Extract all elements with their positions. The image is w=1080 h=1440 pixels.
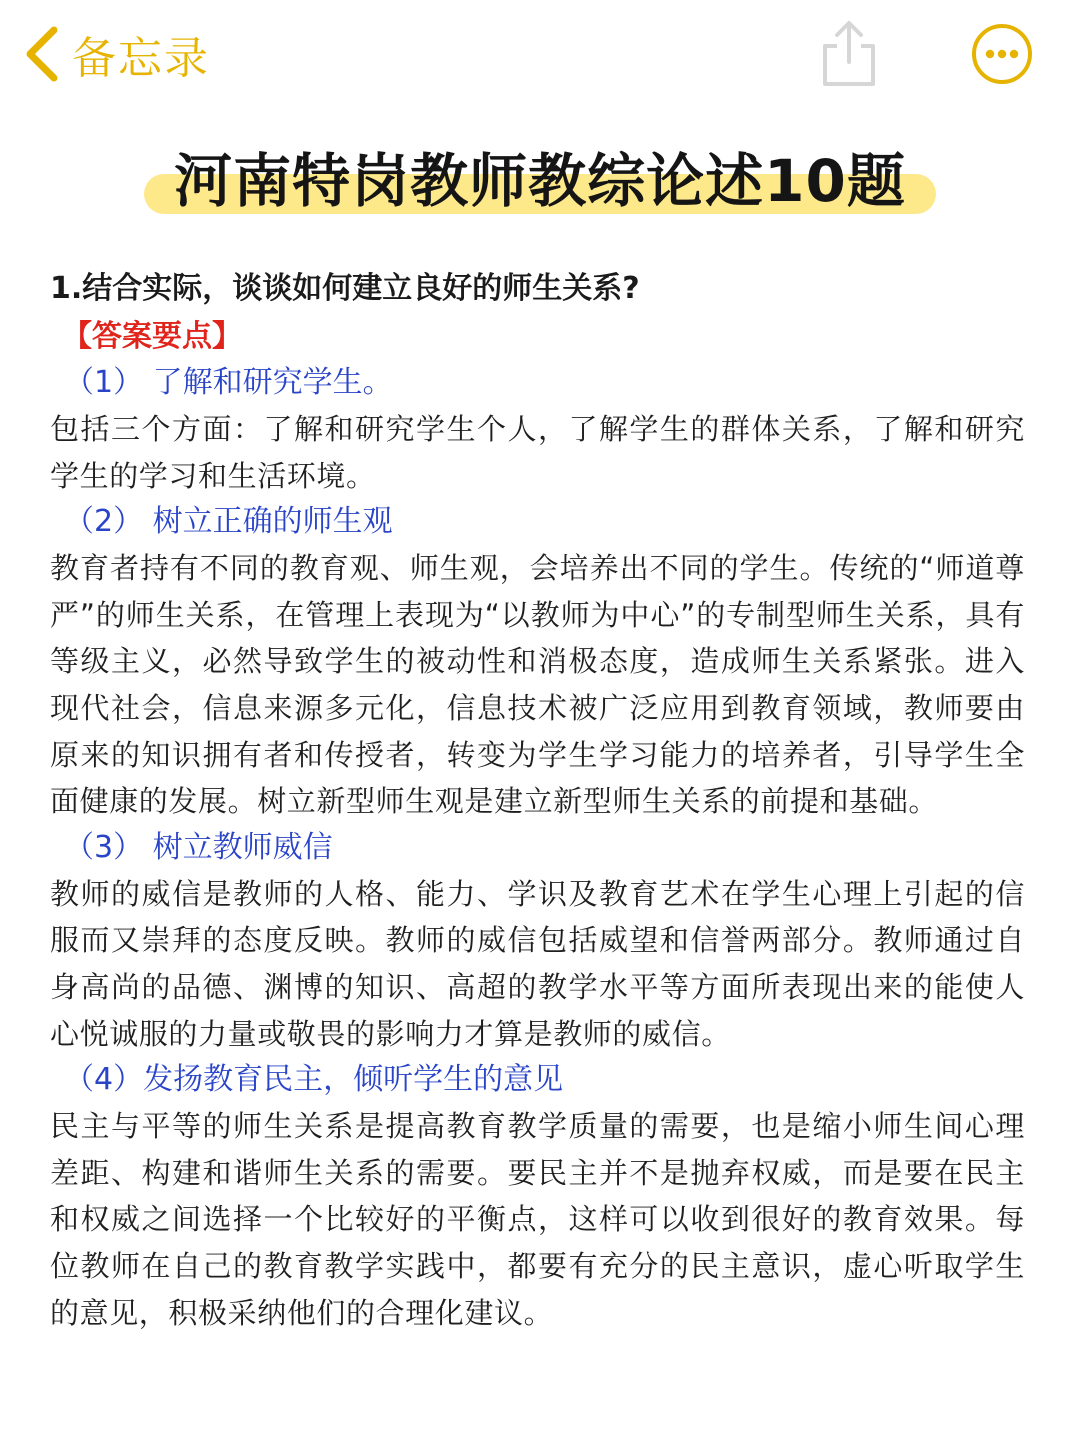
more-options-button[interactable] — [970, 22, 1034, 86]
point-heading-3: （3） 树立教师威信 — [64, 829, 333, 865]
more-icon — [970, 22, 1034, 86]
chevron-left-icon — [22, 22, 62, 86]
note-title: 河南特岗教师教综论述10题 — [174, 147, 906, 215]
share-icon — [816, 16, 882, 90]
back-label: 备忘录 — [72, 33, 210, 84]
point-text-3: 教师的威信是教师的人格、能力、学识及教育艺术在学生心理上引起的信服而又崇拜的态度反映。教师的威信包括威望和信誉两部分。教师通过自身高尚的品德、渊博的知识、高超的教学水平等方面所表现出来的能使人心悦诚服的力量或敬畏的影响力才算是教师的威信。 — [50, 876, 1025, 1051]
point-text-2: 教育者持有不同的教育观、师生观，会培养出不同的学生。传统的“师道尊严”的师生关系，在管理上表现为“以教师为中心”的专制型师生关系，具有等级主义，必然导致学生的被动性和消极态度，造成师生关系紧张。进入现代社会，信息来源多元化，信息技术被广泛应用到教育领域，教师要由原来的知识拥有者和传授者，转变为学生学习能力的培养者，引导学生全面健康的发展。树立新型师生观是建立新型师生关系的前提和基础。 — [50, 551, 1025, 819]
top-nav-bar — [0, 0, 1080, 110]
point-text-4: 民主与平等的师生关系是提高教育教学质量的需要，也是缩小师生间心理差距、构建和谐师生关系的需要。要民主并不是抛弃权威，而是要在民主和权威之间选择一个比较好的平衡点，这样可以收到很好的教育效果。每位教师在自己的教育教学实践中，都要有充分的民主意识，虚心听取学生的意见，积极采纳他们的合理化建议。 — [50, 1109, 1025, 1330]
note-body — [50, 264, 1025, 1336]
note-title-block — [0, 128, 1080, 228]
question-heading: 1.结合实际，谈谈如何建立良好的师生关系? — [50, 271, 640, 306]
share-button[interactable] — [816, 16, 882, 90]
point-heading-1: （1） 了解和研究学生。 — [64, 365, 393, 400]
point-heading-4: （4）发扬教育民主，倾听学生的意见 — [64, 1062, 564, 1098]
point-text-1: 包括三个方面：了解和研究学生个人，了解学生的群体关系，了解和研究学生的学习和生活环境。 — [50, 412, 1025, 493]
back-button[interactable] — [22, 22, 210, 86]
answer-key-label: 【答案要点】 — [62, 319, 242, 354]
point-heading-2: （2） 树立正确的师生观 — [64, 504, 393, 540]
